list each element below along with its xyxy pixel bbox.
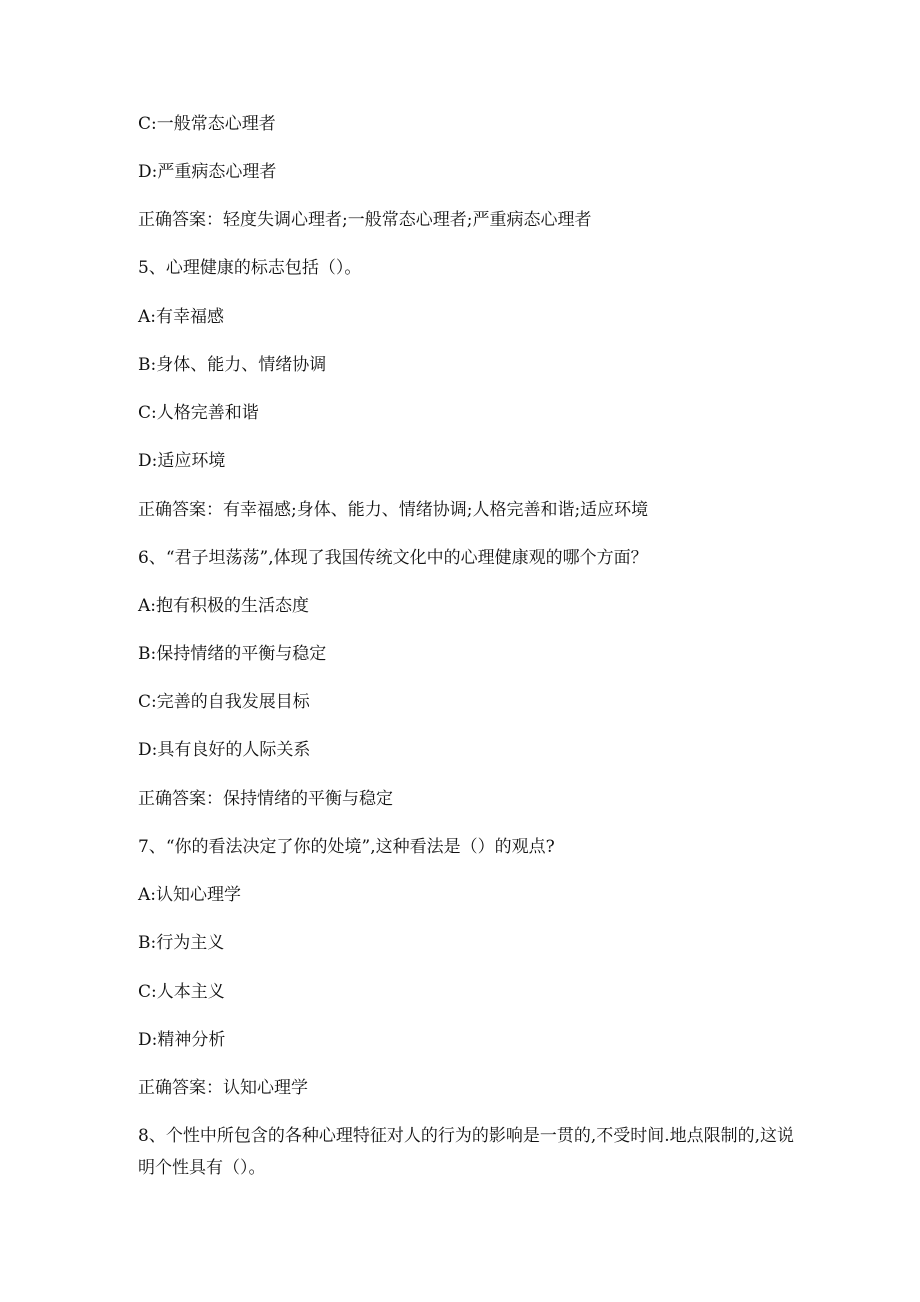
question-7: 7、“你的看法决定了你的处境”,这种看法是（）的观点? [138, 837, 555, 857]
answer-q4: 正确答案：轻度失调心理者;一般常态心理者;严重病态心理者 [138, 210, 592, 230]
option-a-q7: A:认知心理学 [138, 885, 242, 905]
answer-q7: 正确答案：认知心理学 [138, 1078, 308, 1098]
option-c-q5: C:人格完善和谐 [138, 403, 259, 423]
question-6: 6、“君子坦荡荡”,体现了我国传统文化中的心理健康观的哪个方面？ [138, 548, 648, 568]
option-d-q5: D:适应环境 [138, 451, 226, 471]
option-c-q7: C:人本主义 [138, 982, 225, 1002]
question-5: 5、心理健康的标志包括（）。 [138, 258, 362, 278]
option-c-q4: C:一般常态心理者 [138, 114, 276, 134]
option-c-q6: C:完善的自我发展目标 [138, 692, 310, 712]
option-b-q7: B:行为主义 [138, 933, 225, 953]
answer-q6: 正确答案：保持情绪的平衡与稳定 [138, 789, 393, 809]
option-a-q6: A:抱有积极的生活态度 [138, 596, 310, 616]
option-a-q5: A:有幸福感 [138, 307, 225, 327]
option-d-q7: D:精神分析 [138, 1030, 226, 1050]
answer-q5: 正确答案：有幸福感;身体、能力、情绪协调;人格完善和谐;适应环境 [138, 500, 649, 520]
option-b-q5: B:身体、能力、情绪协调 [138, 355, 327, 375]
option-b-q6: B:保持情绪的平衡与稳定 [138, 644, 327, 664]
option-d-q6: D:具有良好的人际关系 [138, 740, 311, 760]
question-8: 8、个性中所包含的各种心理特征对人的行为的影响是一贯的,不受时间.地点限制的,这说明个性具有（）。 [138, 1126, 795, 1178]
option-d-q4: D:严重病态心理者 [138, 162, 277, 182]
